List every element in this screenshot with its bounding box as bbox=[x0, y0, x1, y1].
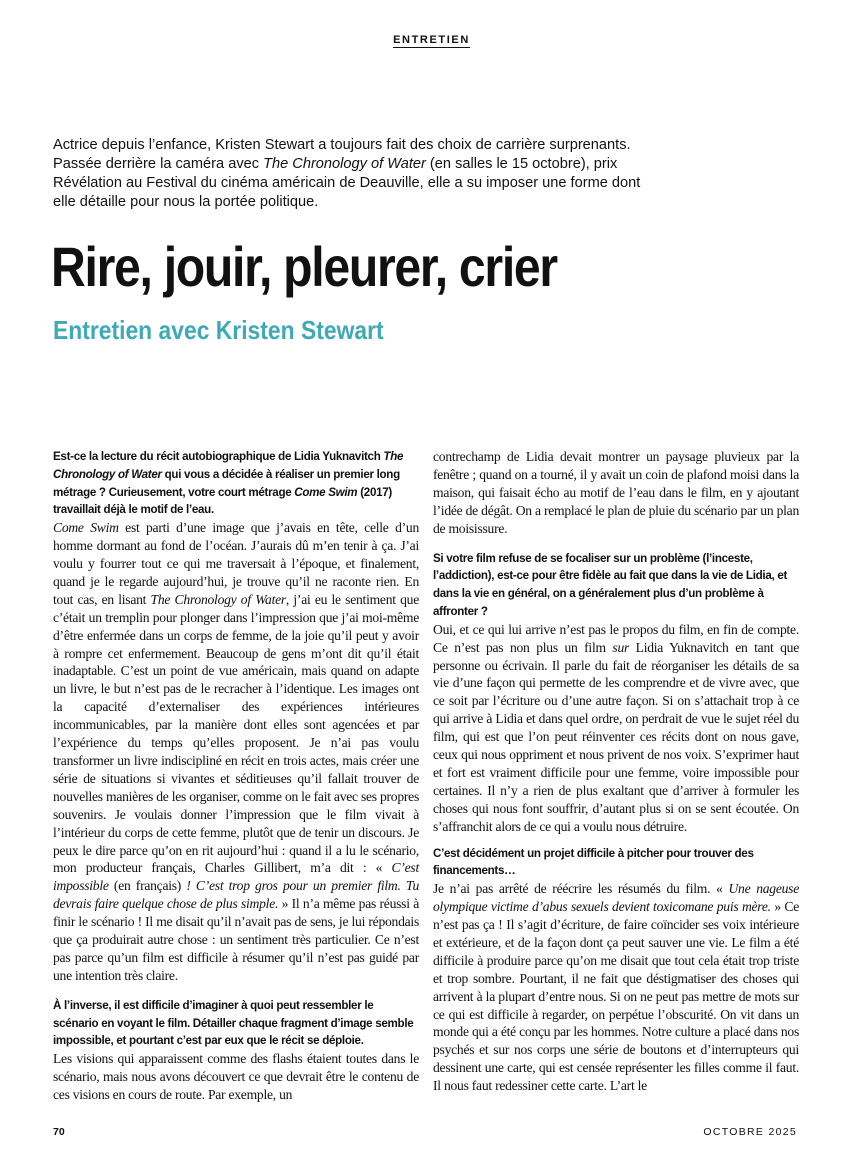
spacer bbox=[433, 538, 799, 550]
a1-quote-2: ! C’est trop gros pour un premier film. Tu devrais faire quelque chose de plus simple. bbox=[53, 878, 419, 912]
a3-text-1: Oui, et ce qui lui arrive n’est pas le propos du film, en fin de compte. Ce n’est pas non plus un film bbox=[433, 621, 799, 655]
intro-standfirst bbox=[53, 136, 653, 212]
q1-text-2: qui vous a décidée à réaliser un premier long métrage ? Curieusement, votre court métrage bbox=[53, 467, 400, 499]
question-4: C’est décidément un projet difficile à pitcher pour trouver des financements… bbox=[433, 846, 754, 878]
q1-short-title: Come Swim bbox=[294, 485, 358, 499]
a1-text-3: (en français) bbox=[108, 878, 187, 894]
right-column bbox=[433, 448, 799, 1095]
a3-text-2: Lidia Yuknavitch en tant que personne ou écrivain. Il parle du fait de réorganiser les détails de sa vie d’une façon qui permette de les comprendre et de vivre avec, que ce soit par l’écriture ou d’une autre façon. Si on s’attachait trop à ce qui arrive à Lidia et dans quel ordre, on perdrait de vue le sujet réel du film, qui est que l’on peut réinventer ces récits dont on nous gave, ceux qui nous oppriment et nous privent de nos voix. S’exprimer haut et fort est vraiment difficile pour une femme, voire impossible pour certaines. Il n’y a rien de plus exaltant que d’arriver à formuler les choses qui nous font souffrir, d’autant plus si on se sent écoutée. On s’affranchit alors de ce qui a voulu nous détruire. bbox=[433, 639, 799, 834]
section-kicker bbox=[0, 30, 863, 48]
a1-text-2: , j’ai eu le sentiment que c’était un tremplin pour plonger dans l’impression que j’ai moi-même d’être enfermée dans un corps de femme, de la joie qu’il peut y avoir à rompre cet enfermement. Beaucoup de gens m’ont dit qu’il était inadaptable. C’est un point de vue américain, mais quand on adapte un livre, le but n’est pas de le recracher à l’identique. Les images ont la capacité d’externaliser des expériences intérieures incommunicables, par la manière dont elles sont agencées et par l’expérience du temps qu’elles proposent. Je n’ai pas voulu transformer un livre indiscipliné en récit en trois actes, mais créer une série de situations si vivantes et séditieuses qu’il fallait trouver de nouvelles manières de les organiser, comme on le fait avec ses propres souvenirs. Je voulais donner l’impression que le film vivait à l’intérieur du corps de cette femme, plutôt que de tenir un discours. Je peux le dire parce qu’on en rit aujourd’hui : quand il a lu le scénario, mon producteur français, Charles Gillibert, m’a dit : « bbox=[53, 591, 419, 876]
answer-2-end: contrechamp de Lidia devait montrer un paysage pluvieux par la fenêtre ; quand on a tourné, il y avait un coin de plafond moisi dans la maison, qui faisait écho au motif de l’eau dans le film, en y ajoutant l’idée de dégât. On a remplacé le plan de pluie du scénario par un plan de moisissure. bbox=[433, 449, 799, 536]
issue-date: OCTOBRE 2025 bbox=[703, 1126, 797, 1138]
answer-3 bbox=[433, 621, 799, 836]
page-number: 70 bbox=[53, 1126, 65, 1138]
q1-book-title: The Chronology of Water bbox=[53, 450, 404, 481]
intro-paragraph bbox=[53, 136, 653, 212]
a1-book-title: The Chronology of Water bbox=[150, 591, 286, 607]
intro-text-2: (en salles le 15 octobre), prix Révélation au Festival du cinéma américain de Deauville, elle a su imposer une forme dont elle détaille pour nous la portée politique. bbox=[53, 156, 641, 210]
left-column bbox=[53, 448, 419, 1104]
a4-quote: Une nageuse olympique victime d’abus sexuels devient toxicomane puis mère. bbox=[433, 881, 799, 915]
intro-text-1: Actrice depuis l’enfance, Kristen Stewart a toujours fait des choix de carrière surprenants. Passée derrière la caméra avec bbox=[53, 137, 631, 172]
question-1 bbox=[53, 448, 419, 519]
a1-short-title: Come Swim bbox=[53, 520, 119, 536]
a1-text-1: est parti d’une image que j’avais en tête, celle d’un homme dormant au fond de l’océan. J’aurais dû m’en tenir à ça. J’ai voulu y fourrer tout ce qui me traversait à l’époque, et finalement, quand je le regarde aujourd’hui, je trouve qu’il ne raconte rien. En tout cas, en lisant bbox=[53, 520, 419, 607]
answer-2-start: Les visions qui apparaissent comme des flashs étaient toutes dans le scénario, mais nous avons découvert ce que devrait être le contenu de ces visions en cours de route. Par exemple, un bbox=[53, 1051, 419, 1102]
answer-4 bbox=[433, 880, 799, 1095]
q1-text-1: Est-ce la lecture du récit autobiographique de Lidia Yuknavitch bbox=[53, 450, 384, 463]
a4-text-2: » Ce n’est pas ça ! Il s’agit d’écriture, de faire coïncider ses voix intérieure et extérieure, et de la façon dont ça peut sauver une vie. Le film a été difficile à produire parce qu’on me disait que tout cela était trop triste et trop sombre. Pourtant, il ne fait que déstigmatiser des choses qui arrivent à la plupart d’entre nous. Si on ne peut pas mettre de mots sur ce qui est difficile à regarder, on perpétue l’obscurité. On vit dans un monde qui a été conçu par les hommes. Notre culture a placé dans nos psychés et sur nos corps une série de boutons et d’interrupteurs qui dessinent une carte, qui est censée représenter les filles comme il faut. Il nous faut redessiner cette carte. L’art le bbox=[433, 899, 799, 1094]
article-subtitle: Entretien avec Kristen Stewart bbox=[53, 315, 384, 345]
answer-1 bbox=[53, 519, 419, 985]
a1-text-4: » Il n’a même pas réussi à finir le scénario ! Il me disait qu’il n’avait pas de sens, je lui répondais que ça produirait autre chose : un sentiment très particulier. Ce n’est pas parce qu’un film est difficile à résumer qu’il n’est pas guidé par une intention très claire. bbox=[53, 896, 419, 983]
spacer bbox=[433, 836, 799, 845]
question-3: Si votre film refuse de se focaliser sur un problème (l’inceste, l’addiction), est-ce pour être fidèle au fait que dans la vie de Lidia, et dans la vie en général, on a généralement plus d’un problème à affronter ? bbox=[433, 551, 788, 618]
a1-quote-1: C’est impossible bbox=[53, 860, 419, 894]
q1-text-3: (2017) travaillait déjà le motif de l’eau. bbox=[53, 485, 392, 517]
spacer bbox=[53, 985, 419, 997]
question-2: À l’inverse, il est difficile d’imaginer à quoi peut ressembler le scénario en voyant le film. Détailler chaque fragment d’image semble impossible, et pourtant c’est par eux que le récit se déploie. bbox=[53, 998, 414, 1048]
a3-emphasis: sur bbox=[612, 639, 630, 655]
intro-film-title: The Chronology of Water bbox=[263, 156, 426, 172]
article-title: Rire, jouir, pleurer, crier bbox=[51, 235, 557, 298]
a4-text-1: Je n’ai pas arrêté de réécrire les résumés du film. « bbox=[433, 881, 729, 897]
kicker-label: ENTRETIEN bbox=[393, 34, 470, 46]
